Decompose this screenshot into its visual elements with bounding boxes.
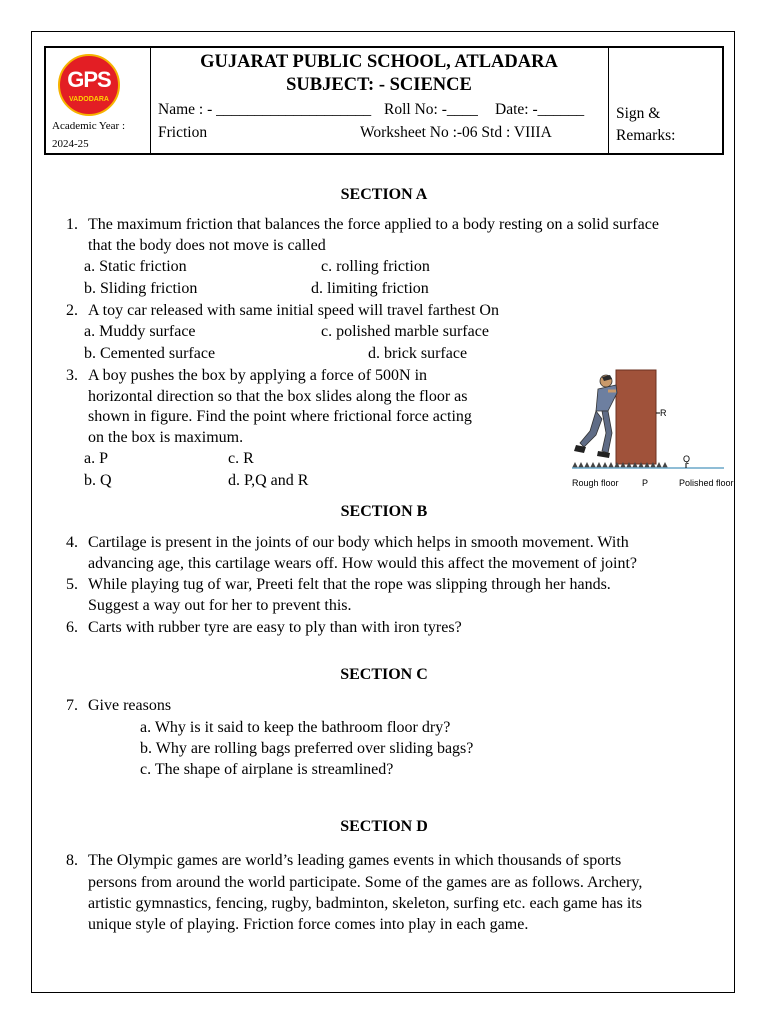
box-push-figure xyxy=(572,367,734,495)
question-2-option-a: a. Muddy surface xyxy=(84,323,196,340)
question-3-text: shown in figure. Find the point where frictional force acting xyxy=(88,408,472,425)
name-field: Name : - ____________________ xyxy=(158,101,372,118)
question-8-text: persons from around the world participate. Some of the games are as follows. Archery, xyxy=(88,874,643,891)
label-rough-floor: Rough floor xyxy=(572,478,619,488)
question-5-text: Suggest a way out for her to prevent this. xyxy=(88,597,352,614)
question-7-sub-a: a. Why is it said to keep the bathroom floor dry? xyxy=(140,719,451,736)
question-number: 8. xyxy=(66,852,78,869)
question-1-text: that the body does not move is called xyxy=(88,237,326,254)
date-field: Date: -______ xyxy=(495,101,585,118)
section-d-title: SECTION D xyxy=(340,818,428,835)
question-7-sub-c: c. The shape of airplane is streamlined? xyxy=(140,761,394,778)
question-8-text: unique style of playing. Friction force comes into play in each game. xyxy=(88,916,529,933)
worksheet-header xyxy=(44,46,724,155)
label-p: P xyxy=(642,478,649,488)
worksheet-number: Worksheet No :-06 Std : VIIIA xyxy=(360,124,552,141)
question-1-option-a: a. Static friction xyxy=(84,258,187,275)
question-1-option-b: b. Sliding friction xyxy=(84,280,198,297)
label-r: R xyxy=(660,408,667,418)
box-shape xyxy=(616,370,656,464)
question-number: 4. xyxy=(66,534,78,551)
academic-year-label: Academic Year : xyxy=(52,120,126,132)
question-1-text: The maximum friction that balances the force applied to a body resting on a solid surface xyxy=(88,216,659,233)
label-q: Q xyxy=(683,454,691,464)
question-number: 5. xyxy=(66,576,78,593)
question-3-option-b: b. Q xyxy=(84,472,112,489)
question-3-option-d: d. P,Q and R xyxy=(228,472,309,489)
question-3-text: on the box is maximum. xyxy=(88,429,244,446)
question-3-text: A boy pushes the box by applying a force of 500N in xyxy=(88,367,428,384)
question-4-text: Cartilage is present in the joints of our body which helps in smooth movement. With xyxy=(88,534,629,551)
question-6-text: Carts with rubber tyre are easy to ply than with iron tyres? xyxy=(88,619,462,636)
question-number: 3. xyxy=(66,367,78,384)
remarks-label: Remarks: xyxy=(616,127,676,144)
logo-text: GPS xyxy=(67,67,111,92)
header-divider xyxy=(608,48,609,153)
school-name: GUJARAT PUBLIC SCHOOL, ATLADARA xyxy=(200,52,558,72)
question-number: 1. xyxy=(66,216,78,233)
question-2-option-d: d. brick surface xyxy=(368,345,468,362)
section-a-title: SECTION A xyxy=(340,186,428,203)
question-5-text: While playing tug of war, Preeti felt that the rope was slipping through her hands. xyxy=(88,576,611,593)
school-logo xyxy=(58,54,120,116)
logo-subtext: VADODARA xyxy=(69,96,109,103)
question-2-text: A toy car released with same initial speed will travel farthest On xyxy=(88,302,499,319)
question-number: 6. xyxy=(66,619,78,636)
subject-title: SUBJECT: - SCIENCE xyxy=(286,75,472,95)
section-b-title: SECTION B xyxy=(340,503,428,520)
topic-label: Friction xyxy=(158,124,208,141)
sign-label: Sign & xyxy=(616,105,661,122)
question-1-option-c: c. rolling friction xyxy=(321,258,430,275)
question-2-option-c: c. polished marble surface xyxy=(321,323,489,340)
question-8-text: The Olympic games are world’s leading games events in which thousands of sports xyxy=(88,852,622,869)
question-2-option-b: b. Cemented surface xyxy=(84,345,216,362)
question-number: 2. xyxy=(66,302,78,319)
roll-field: Roll No: -____ xyxy=(384,101,478,118)
section-c-title: SECTION C xyxy=(340,666,428,683)
question-number: 7. xyxy=(66,697,78,714)
question-3-option-c: c. R xyxy=(228,450,254,467)
question-8-text: artistic gymnastics, fencing, rugby, badminton, skeleton, surfing etc. each game has its xyxy=(88,895,642,912)
question-1-option-d: d. limiting friction xyxy=(311,280,429,297)
question-7-sub-b: b. Why are rolling bags preferred over sliding bags? xyxy=(140,740,474,757)
question-7-text: Give reasons xyxy=(88,697,172,714)
label-polished-floor: Polished floor xyxy=(679,478,734,488)
boy-figure xyxy=(574,375,617,458)
question-4-text: advancing age, this cartilage wears off. How would this affect the movement of joint? xyxy=(88,555,638,572)
academic-year: 2024-25 xyxy=(52,138,89,150)
question-3-text: horizontal direction so that the box slides along the floor as xyxy=(88,388,468,405)
question-3-option-a: a. P xyxy=(84,450,108,467)
